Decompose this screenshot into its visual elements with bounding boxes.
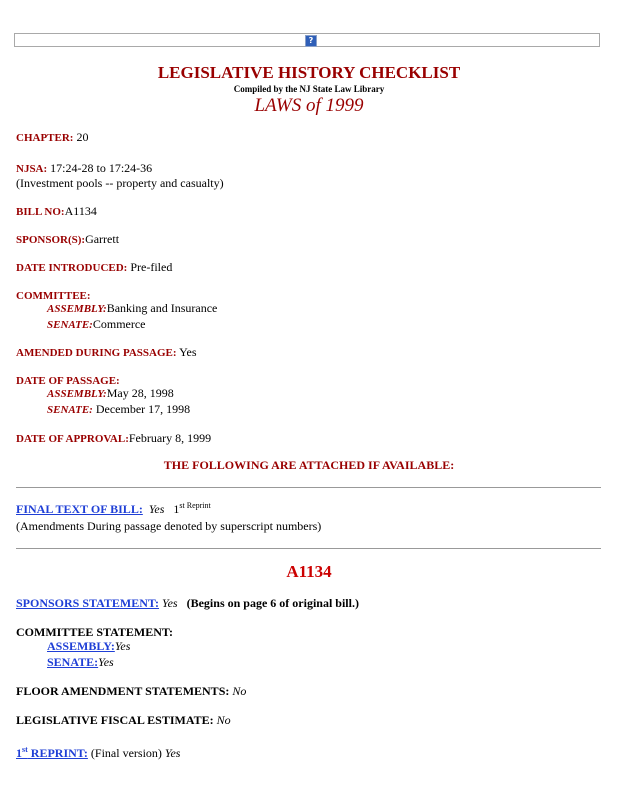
final-text-link[interactable]: FINAL TEXT OF BILL: [16, 502, 143, 516]
chapter-label: CHAPTER: [16, 132, 74, 144]
date-introduced-row [16, 260, 172, 275]
committee-statement-assembly-value: Yes [114, 639, 131, 653]
chapter-row [16, 130, 88, 145]
passage-label: DATE OF PASSAGE: [16, 375, 120, 387]
njsa-note: (Investment pools -- property and casualty) [16, 176, 224, 190]
sponsors-statement-row [16, 596, 359, 611]
date-introduced-label: DATE INTRODUCED: [16, 262, 128, 274]
committee-statement-label: COMMITTEE STATEMENT: [16, 625, 174, 639]
sponsors-statement-note: (Begins on page 6 of original bill.) [186, 596, 359, 610]
sponsor-row [16, 232, 119, 247]
final-text-note: (Amendments During passage denoted by superscript numbers) [16, 519, 322, 533]
reprint-note: (Final version) [90, 746, 162, 760]
committee-senate-value: Commerce [92, 317, 146, 331]
passage-assembly-row [47, 386, 174, 401]
njsa-value: 17:24-28 to 17:24-36 [47, 161, 153, 175]
page-title: LEGISLATIVE HISTORY CHECKLIST [157, 63, 461, 82]
final-text-reprint: $1^{st Reprint}$ [173, 501, 211, 516]
approval-label: DATE OF APPROVAL: [16, 433, 129, 445]
passage-senate-label: SENATE: [47, 404, 93, 416]
passage-senate-value: December 17, 1998 [92, 402, 191, 416]
fiscal-estimate-label: LEGISLATIVE FISCAL ESTIMATE: [16, 713, 214, 727]
bill-label: BILL NO: [16, 206, 65, 218]
committee-assembly-label: ASSEMBLY: [47, 303, 107, 315]
passage-assembly-label: ASSEMBLY: [47, 388, 107, 400]
committee-assembly-row [47, 301, 217, 316]
committee-senate-label: SENATE: [47, 319, 93, 331]
fiscal-estimate-row [16, 713, 231, 728]
sponsor-label: SPONSOR(S): [16, 234, 86, 246]
floor-amendment-row [16, 684, 246, 699]
committee-statement-assembly-link[interactable]: ASSEMBLY: [47, 639, 115, 653]
njsa-label: NJSA: [16, 163, 48, 175]
reprint-row [16, 746, 180, 761]
sponsor-value: Garrett [85, 232, 120, 246]
image-frame [14, 33, 600, 47]
final-text-row [16, 502, 211, 517]
sponsors-statement-value: Yes [162, 596, 178, 610]
amended-row [16, 345, 197, 360]
amended-value: Yes [176, 345, 197, 359]
committee-assembly-value: Banking and Insurance [106, 301, 218, 315]
floor-amendment-value: No [232, 684, 247, 698]
approval-row [16, 431, 211, 446]
committee-statement-senate-value: Yes [98, 655, 114, 669]
committee-statement-senate-link[interactable]: SENATE: [47, 655, 99, 669]
committee-statement-senate-row [47, 655, 114, 670]
amended-label: AMENDED DURING PASSAGE: [16, 347, 177, 359]
committee-statement-assembly-row [47, 639, 130, 654]
bill-heading: A1134 [286, 562, 332, 581]
page-subtitle: Compiled by the NJ State Law Library [233, 84, 385, 94]
attached-heading: THE FOLLOWING ARE ATTACHED IF AVAILABLE: [163, 458, 455, 472]
sponsors-statement-link[interactable]: SPONSORS STATEMENT: [16, 596, 160, 610]
committee-label: COMMITTEE: [16, 290, 91, 302]
reprint-link[interactable]: 1st REPRINT: [16, 745, 88, 760]
passage-assembly-value: May 28, 1998 [106, 386, 174, 400]
njsa-row [16, 161, 152, 176]
laws-heading: LAWS of 1999 [254, 95, 364, 116]
floor-amendment-label: FLOOR AMENDMENT STATEMENTS: [16, 684, 230, 698]
fiscal-estimate-value: No [216, 713, 231, 727]
broken-image-icon: ? [305, 35, 317, 47]
bill-row [16, 204, 97, 219]
bill-value: A1134 [64, 204, 97, 218]
approval-value: February 8, 1999 [128, 431, 212, 445]
passage-senate-row [47, 402, 190, 417]
divider [16, 487, 601, 488]
committee-senate-row [47, 317, 146, 332]
final-text-value: Yes [148, 502, 165, 516]
divider [16, 548, 601, 549]
reprint-value: Yes [164, 746, 181, 760]
date-introduced-value: Pre-filed [127, 260, 173, 274]
chapter-value: 20 [73, 130, 89, 144]
